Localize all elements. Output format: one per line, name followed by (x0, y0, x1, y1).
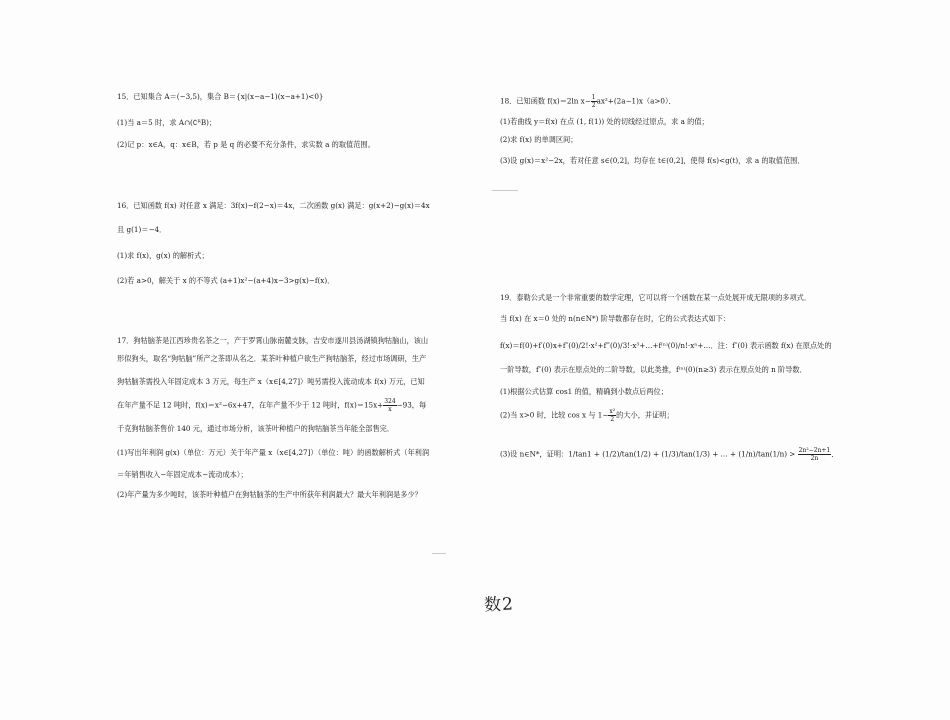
q19-part1: (1)根据公式估算 cos1 的值，精确到小数点后两位； (500, 387, 668, 396)
handwritten-note: 数2 (483, 594, 515, 616)
q19-part2-fraction (608, 408, 616, 423)
q16-part2: (2)若 a>0，解关于 x 的不等式 (a+1)x²−(a+4)x−3>g(x)−f(x)． (117, 276, 335, 285)
q17-line4-a: 在年产量不足 12 吨时，f(x)＝x²−6x+47，在年产量不少于 12 吨时，f(x)＝15x+ (117, 400, 384, 410)
q17-line4 (117, 398, 426, 413)
scan-mark (432, 553, 446, 554)
q17-line1: 17．狗牯脑茶是江西珍贵名茶之一，产于罗霄山脉南麓支脉，吉安市遂川县汤湖镇狗牯脑山，该山 (117, 336, 429, 345)
q18-part1: (1)若曲线 y＝f(x) 在点 (1, f(1)) 处的切线经过原点，求 a 的值； (500, 117, 709, 126)
q19-part3 (500, 447, 838, 462)
q18-part2: (2)求 f(x) 的单调区间； (500, 135, 578, 144)
q19-line2: 当 f(x) 在 x＝0 处的 n(n∈N*) 阶导数都存在时，它的公式表达式如下： (500, 314, 731, 323)
q19-part2 (500, 408, 674, 423)
q16-part1: (1)求 f(x)，g(x) 的解析式； (117, 251, 209, 260)
q15-part2: (2)记 p：x∈A，q：x∈B，若 p 是 q 的必要不充分条件，求实数 a 的取值范围。 (117, 140, 375, 149)
q19-part2-fraction-den: 2 (610, 416, 615, 423)
q19-part3-fraction-den: 2n (810, 455, 819, 462)
q18-stem (500, 94, 676, 109)
q17-part1: (1)写出年利润 g(x)（单位：万元）关于年产量 x（x∈[4,27]）（单位：吨）的函数解析式（年利润 (117, 448, 430, 457)
q17-line5: 千克狗牯脑茶售价 140 元，通过市场分析，该茶叶种植户的狗牯脑茶当年能全部售完． (117, 424, 395, 433)
q18-stem-a: 18．已知函数 f(x)＝2ln x− (500, 96, 591, 106)
q17-line4-b: −93，每 (396, 400, 427, 410)
q15-part1: (1)当 a＝5 时，求 A∩(∁ᴿB)； (117, 118, 217, 127)
q19-part3-fraction (798, 447, 832, 462)
q19-part3-b: 1/tan1 + (1/2)/tan(1/2) + (1/3)/tan(1/3) + … + (1/n)/tan(1/n) > (568, 449, 798, 459)
q18-part3: (3)设 g(x)＝x²−2x，若对任意 s∈(0,2]，均存在 t∈(0,2]，使得 f(s)<g(t)，求 a 的取值范围． (500, 156, 805, 165)
q17-part1-cont: ＝年销售收入−年固定成本−流动成本）； (117, 470, 248, 479)
q15-stem: 15．已知集合 A＝(−3,5)，集合 B＝{x|(x−a−1)(x−a+1)<0} (117, 92, 324, 101)
q18-stem-b: ax²+(2a−1)x（a>0）． (596, 96, 676, 106)
q19-part2-b: 的大小，并证明； (616, 410, 674, 420)
q17-fraction-den: x (388, 406, 392, 413)
q17-part2: (2)年产量为多少吨时，该茶叶种植户在狗牯脑茶的生产中所获年利润最大？最大年利润是多少？ (117, 490, 422, 499)
q17-line3: 狗牯脑茶需投入年固定成本 3 万元，每生产 x（x∈[4,27]）吨另需投入流动成本 f(x) 万元，已知 (117, 377, 425, 386)
q18-fraction-den: 2 (591, 102, 596, 109)
q19-part2-a: (2)当 x>0 时，比较 cos x 与 1− (500, 410, 609, 420)
q19-line1: 19．泰勒公式是一个非常重要的数学定理，它可以将一个函数在某一点处展开成无限项的多项式． (500, 293, 812, 302)
q19-part3-c: ． (831, 449, 839, 459)
scan-mark (492, 190, 518, 191)
q17-line2: 形似狗头，取名“狗牯脑”所产之茶即从名之．某茶叶种植户欲生产狗牯脑茶，经过市场调研，生产 (117, 354, 427, 363)
q19-line4: 一阶导数，f″(0) 表示在原点处的二阶导数，以此类推，f⁽ⁿ⁾(0)(n≥3) 表示在原点处的 n 阶导数． (500, 365, 807, 374)
q17-fraction-num: 324 (384, 398, 396, 405)
q16-stem: 16．已知函数 f(x) 对任意 x 满足：3f(x)−f(2−x)＝4x，二次函数 g(x) 满足：g(x+2)−g(x)＝4x (117, 201, 430, 210)
q19-formula: f(x)＝f(0)+f′(0)x+f″(0)/2!·x²+f‴(0)/3!·x³+…+f⁽ⁿ⁾(0)/n!·xⁿ+…．注：f″(0) 表示函数 f(x) 在原点处的 (500, 341, 832, 350)
q18-fraction-num: 1 (591, 94, 596, 101)
q19-part3-fraction-num: 2n²−2n+1 (798, 447, 831, 454)
q19-part2-fraction-num: x² (609, 408, 616, 415)
q17-fraction (383, 398, 396, 413)
q19-part3-a: (3)设 n∈N*，证明： (500, 449, 569, 459)
q16-stem-cont: 且 g(1)＝−4． (117, 225, 167, 234)
